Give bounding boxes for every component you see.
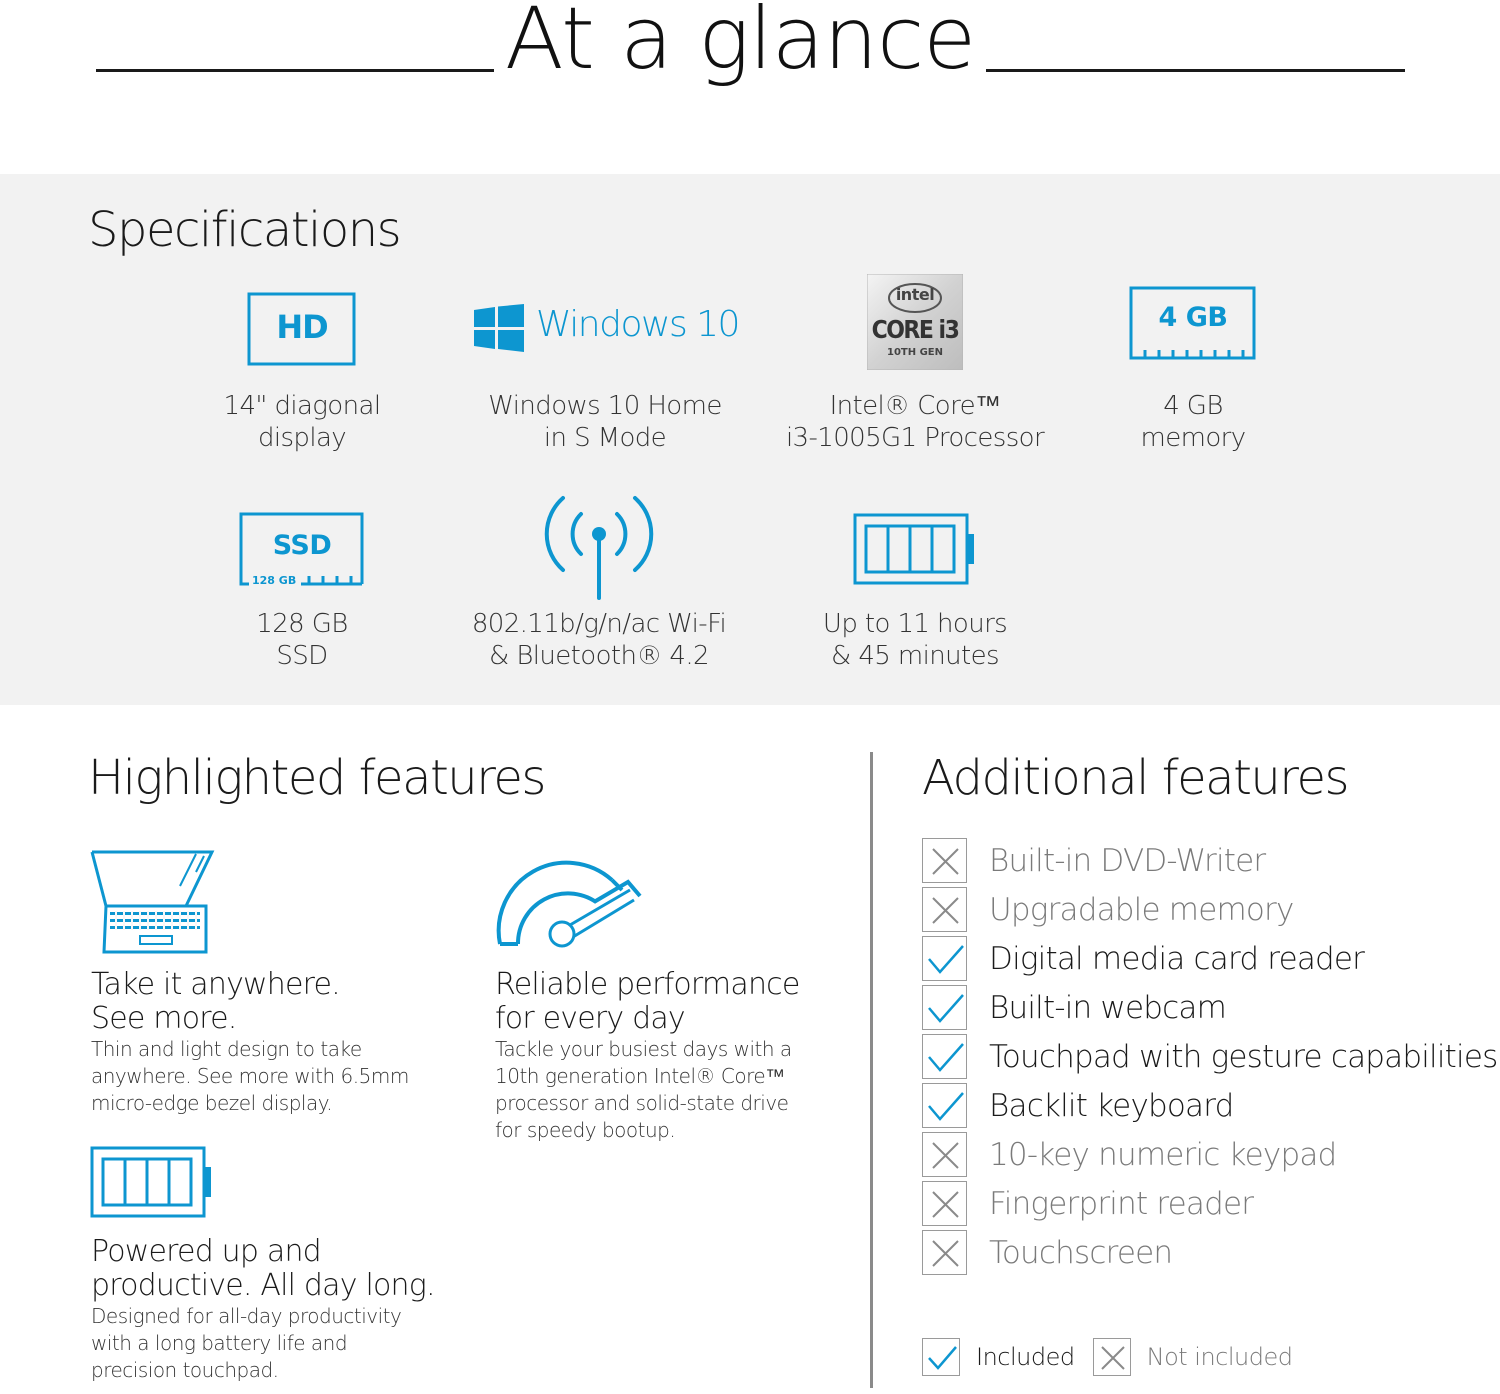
feature-performance <box>495 968 855 1144</box>
feature-portability-desc-3: micro-edge bezel display. <box>91 1091 333 1115</box>
additional-feature-item <box>922 1228 1497 1277</box>
additional-feature-label: Built-in DVD-Writer <box>989 842 1266 879</box>
feature-performance-desc-4: for speedy bootup. <box>495 1118 676 1142</box>
battery-icon <box>853 512 977 588</box>
ssd-icon <box>239 512 365 588</box>
highlighted-features-title: Highlighted features <box>88 750 545 806</box>
spec-battery <box>765 512 1065 692</box>
additional-feature-label: Upgradable memory <box>989 891 1294 928</box>
feature-portability-title-2: See more. <box>91 1001 237 1036</box>
feature-performance-desc-2: 10th generation Intel® Core™ <box>495 1064 785 1088</box>
windows-logo-text: Windows 10 <box>536 304 739 345</box>
additional-feature-label: Touchpad with gesture capabilities <box>989 1038 1498 1075</box>
feature-performance-title-2: for every day <box>495 1001 685 1036</box>
additional-feature-label: Digital media card reader <box>989 940 1365 977</box>
spec-os <box>455 292 755 472</box>
spec-storage <box>152 512 452 692</box>
additional-feature-label: Built-in webcam <box>989 989 1226 1026</box>
check-icon <box>922 936 967 981</box>
feature-performance-desc-3: processor and solid-state drive <box>495 1091 789 1115</box>
feature-battery-desc-1: Designed for all-day productivity <box>91 1304 402 1328</box>
spec-battery-line1: Up to 11 hours <box>822 609 1008 639</box>
specifications-section <box>0 174 1500 705</box>
header-rule-left <box>96 69 494 72</box>
memory-icon-label: 4 GB <box>1158 302 1228 333</box>
ssd-icon-capacity: 128 GB <box>252 574 297 587</box>
intel-core-i3-badge-icon <box>867 274 963 370</box>
spec-battery-line2: & 45 minutes <box>831 641 999 671</box>
x-icon <box>1093 1338 1131 1376</box>
x-icon <box>922 887 967 932</box>
feature-portability-title-1: Take it anywhere. <box>91 967 340 1002</box>
memory-module-icon <box>1129 286 1257 362</box>
spec-processor-line2: i3-1005G1 Processor <box>785 423 1045 453</box>
hd-display-icon <box>247 292 357 366</box>
check-icon <box>922 1034 967 1079</box>
additional-feature-item <box>922 1081 1497 1130</box>
feature-battery-life <box>91 1235 471 1384</box>
hd-icon-label: HD <box>276 308 328 346</box>
spec-os-line2: in S Mode <box>543 423 667 453</box>
page-title: At a glance <box>504 0 976 89</box>
intel-gen-text: 10TH GEN <box>887 347 943 358</box>
feature-battery-desc-2: with a long battery life and <box>91 1331 348 1355</box>
feature-battery-title-2: productive. All day long. <box>91 1268 435 1303</box>
additional-feature-item <box>922 983 1497 1032</box>
ssd-icon-label: SSD <box>272 530 332 561</box>
additional-feature-label: 10-key numeric keypad <box>989 1136 1337 1173</box>
feature-performance-title-1: Reliable performance <box>495 967 800 1002</box>
laptop-icon <box>88 850 218 954</box>
legend <box>922 1338 1310 1376</box>
spec-memory-line1: 4 GB <box>1163 391 1223 421</box>
spec-display-line1: 14" diagonal <box>223 391 381 421</box>
x-icon <box>922 1181 967 1226</box>
feature-portability <box>91 968 451 1117</box>
legend-not-included-label: Not included <box>1146 1343 1293 1371</box>
additional-feature-item <box>922 1179 1497 1228</box>
speedometer-icon <box>494 850 644 950</box>
additional-features-title: Additional features <box>922 750 1349 806</box>
x-icon <box>922 1230 967 1275</box>
windows-logo-icon <box>474 304 739 356</box>
additional-feature-item <box>922 836 1497 885</box>
additional-feature-item <box>922 885 1497 934</box>
spec-processor-line1: Intel® Core™ <box>829 391 1001 421</box>
feature-battery-title-1: Powered up and <box>91 1234 321 1269</box>
spec-wireless <box>449 492 749 692</box>
feature-performance-desc-1: Tackle your busiest days with a <box>495 1037 792 1061</box>
battery-icon <box>90 1145 214 1221</box>
additional-feature-label: Touchscreen <box>989 1234 1173 1271</box>
feature-battery-desc-3: precision touchpad. <box>91 1358 279 1382</box>
x-icon <box>922 838 967 883</box>
x-icon <box>922 1132 967 1177</box>
wifi-antenna-icon <box>541 492 657 600</box>
additional-feature-item <box>922 1032 1497 1081</box>
feature-portability-desc-2: anywhere. See more with 6.5mm <box>91 1064 409 1088</box>
check-icon <box>922 1338 960 1376</box>
additional-feature-label: Fingerprint reader <box>989 1185 1254 1222</box>
spec-wireless-line1: 802.11b/g/n/ac Wi-Fi <box>471 609 727 639</box>
spec-display <box>152 292 452 472</box>
check-icon <box>922 1083 967 1128</box>
spec-memory-line2: memory <box>1140 423 1246 453</box>
additional-features-list <box>922 836 1497 1277</box>
intel-model-text: CORE i3 <box>871 316 959 345</box>
specifications-title: Specifications <box>88 202 401 258</box>
header-rule-right <box>986 69 1405 72</box>
spec-memory <box>1043 286 1343 476</box>
additional-feature-item <box>922 934 1497 983</box>
check-icon <box>922 985 967 1030</box>
column-divider <box>870 752 873 1388</box>
feature-portability-desc-1: Thin and light design to take <box>91 1037 362 1061</box>
spec-processor <box>765 274 1065 474</box>
spec-os-line1: Windows 10 Home <box>488 391 722 421</box>
spec-storage-line2: SSD <box>276 641 328 671</box>
additional-feature-label: Backlit keyboard <box>989 1087 1234 1124</box>
legend-included-label: Included <box>976 1343 1075 1371</box>
spec-storage-line1: 128 GB <box>256 609 348 639</box>
intel-brand-text: intel <box>895 285 935 304</box>
additional-feature-item <box>922 1130 1497 1179</box>
spec-display-line2: display <box>257 423 347 453</box>
spec-wireless-line2: & Bluetooth® 4.2 <box>489 641 709 671</box>
